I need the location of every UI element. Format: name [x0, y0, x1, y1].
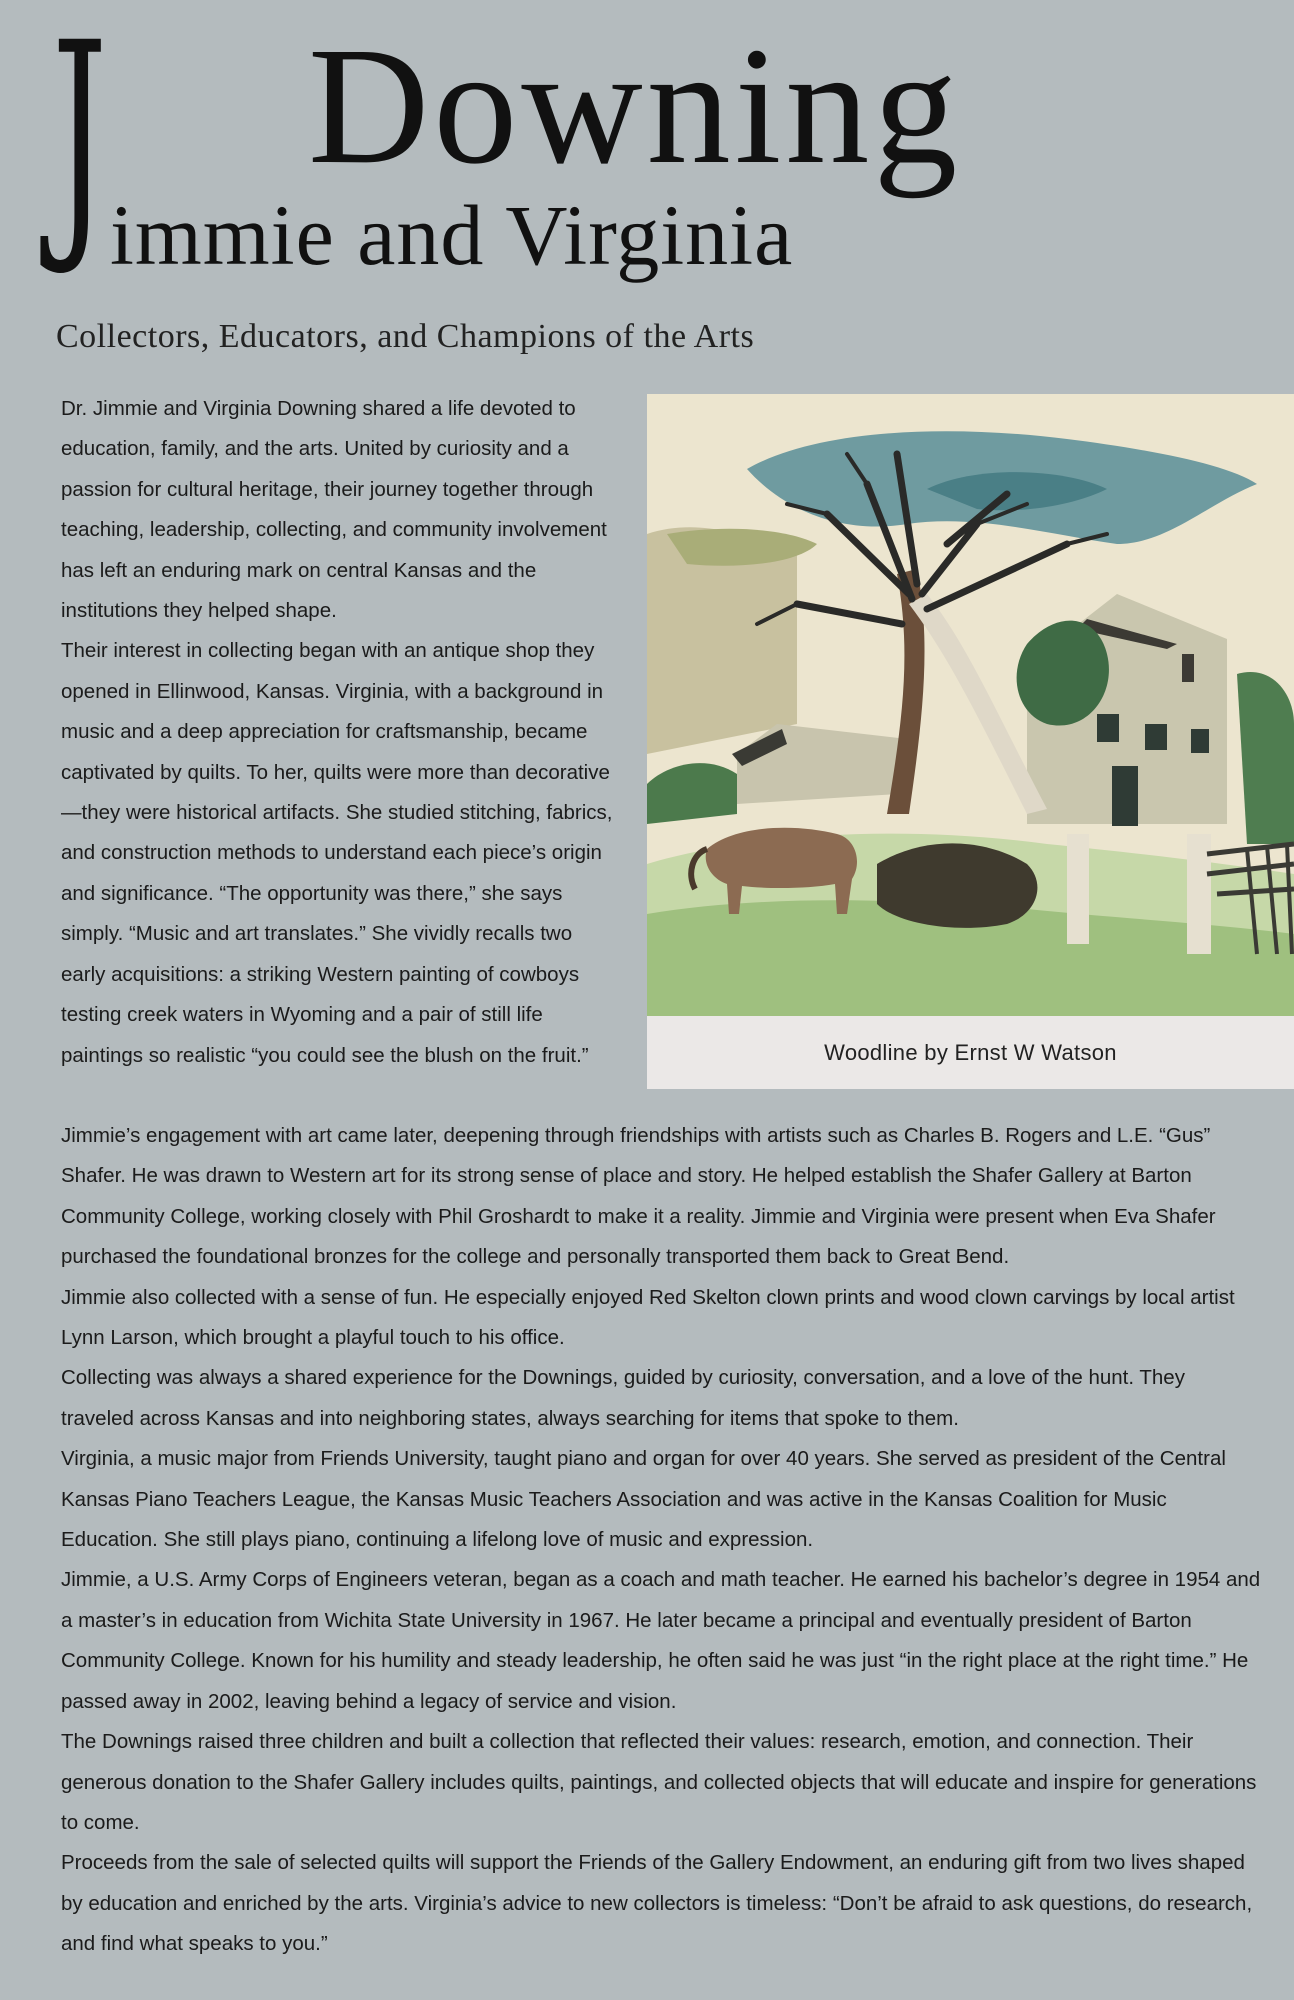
subtitle: Collectors, Educators, and Champions of the Arts	[56, 318, 755, 355]
paragraph-jimmie-bio: Jimmie, a U.S. Army Corps of Engineers veteran, began as a coach and math teacher. He earned his bachelor’s degree in 1954 and a master’s in education from Wichita State University in 1967. He later became a principal and eventually president of Barton Community College. Known for his humility and steady leadership, he often said he was just “in the right place at the right time.” He passed away in 2002, leaving behind a legacy of service and vision.	[61, 1568, 1261, 1713]
title-first-names: immie and Virginia	[110, 187, 794, 283]
main-text-column	[61, 1116, 1261, 1965]
woodcut-artwork-image	[647, 394, 1294, 1016]
paragraph-jimmie-engagement: Jimmie’s engagement with art came later, deepening through friendships with artists such as Charles B. Rogers and L.E. “Gus” Shafer. He was drawn to Western art for its strong sense of place and story. He helped establish the Shafer Gallery at Barton Community College, working closely with Phil Groshardt to make it a reality. Jimmie and Virginia were present when Eva Shafer purchased the foundational bronzes for the college and personally transported them back to Great Bend.	[61, 1124, 1216, 1269]
artwork-figure	[647, 394, 1294, 1089]
title-initial: J	[52, 0, 108, 280]
paragraph-collecting-origin: Their interest in collecting began with an antique shop they opened in Ellinwood, Kansas. Virginia, with a background in music and a deep appreciation for craftsmanship, became captivated by quilts. To her, quilts were more than decorative—they were historical artifacts. She studied stitching, fabrics, and construction methods to understand each piece’s origin and significance. “The opportunity was there,” she says simply. “Music and art translates.” She vividly recalls two early acquisitions: a striking Western painting of cowboys testing creek waters in Wyoming and a pair of still life paintings so realistic “you could see the blush on the fruit.”	[61, 639, 613, 1067]
paragraph-family-donation: The Downings raised three children and built a collection that reflected their values: research, emotion, and connection. Their generous donation to the Shafer Gallery includes quilts, paintings, and collected objects that will educate and inspire for generations to come.	[61, 1730, 1257, 1834]
paragraph-jimmie-fun: Jimmie also collected with a sense of fun. He especially enjoyed Red Skelton clown prints and wood clown carvings by local artist Lynn Larson, which brought a playful touch to his office.	[61, 1285, 1235, 1350]
title-surname: Downing	[308, 13, 962, 199]
paragraph-intro: Dr. Jimmie and Virginia Downing shared a life devoted to education, family, and the arts. United by curiosity and a passion for cultural heritage, their journey together through teaching, leadership, collecting, and community involvement has left an enduring mark on central Kansas and the institutions they helped shape.	[61, 397, 607, 623]
paragraph-shared-collecting: Collecting was always a shared experience for the Downings, guided by curiosity, conversation, and a love of the hunt. They traveled across Kansas and into neighboring states, always searching for items that spoke to them.	[61, 1366, 1185, 1430]
artwork-caption: Woodline by Ernst W Watson	[824, 1039, 1117, 1065]
paragraph-endowment: Proceeds from the sale of selected quilts will support the Friends of the Gallery Endowment, an enduring gift from two lives shaped by education and enriched by the arts. Virginia’s advice to new collectors is timeless: “Don’t be afraid to ask questions, do research, and find what speaks to you.”	[61, 1851, 1253, 1956]
intro-text-column	[61, 389, 621, 1076]
paragraph-virginia-bio: Virginia, a music major from Friends University, taught piano and organ for over 40 years. She served as president of the Central Kansas Piano Teachers League, the Kansas Music Teachers Association and was active in the Kansas Coalition for Music Education. She still plays piano, continuing a lifelong love of music and expression.	[61, 1447, 1226, 1552]
